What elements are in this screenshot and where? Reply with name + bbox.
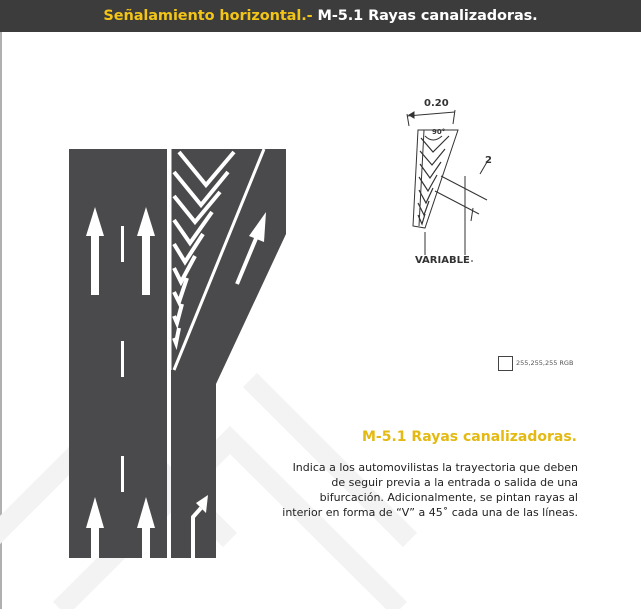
section-title: M-5.1 Rayas canalizadoras. — [362, 429, 577, 445]
right-roadway — [171, 149, 286, 558]
lane-dash — [121, 341, 124, 377]
lane-dash — [121, 456, 124, 492]
diagram-angle-label: 90° — [432, 128, 446, 136]
header-title: M-5.1 Rayas canalizadoras. — [312, 8, 538, 24]
color-swatch-label: 255,255,255 RGB — [516, 359, 574, 367]
left-roadway — [69, 149, 167, 558]
lane-dash — [121, 226, 124, 262]
color-swatch — [498, 356, 513, 371]
diagram-spacing-label: 2 — [485, 155, 492, 166]
diagram-length-label: VARIABLE — [415, 255, 470, 266]
diagram-width-label: 0.20 — [424, 98, 449, 109]
section-description: Indica a los automovilistas la trayectoria que deben de seguir previa a la entrada o salida de una bifurcación. Adicionalmente, se pintan rayas al interior en forma de “V” a 45˚ cada una de las líneas. — [282, 461, 578, 519]
chevron-detail-diagram — [395, 96, 515, 271]
header-highlight: Señalamiento horizontal.- — [103, 8, 313, 24]
